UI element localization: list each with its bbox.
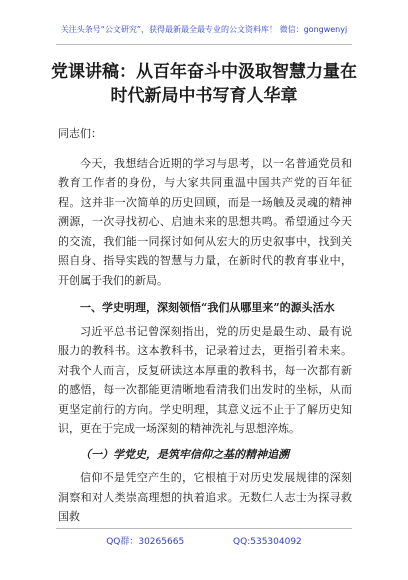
header-divider <box>56 44 352 45</box>
paragraph-intro: 今天，我想结合近期的学习与思考，以一名普通党员和教育工作者的身份，与大家共同重温中国共产党的百年征程。这并非一次简单的历史回顾，而是一场触及灵魂的精神溯源，一次寻找初心、启迪未来的思想共鸣。希望通过今天的交流，我们能一同探讨如何从宏大的历史叙事中，找到关照自身、指导实践的智慧与力量，在新时代的教育事业中，开创属于我们的新局。 <box>58 156 352 287</box>
document-body <box>58 124 352 527</box>
title-line-2: 时代新局中书写育人华章 <box>110 86 298 106</box>
title-line-1: 党课讲稿：从百年奋斗中汲取智慧力量在 <box>51 62 357 82</box>
footer-contact <box>0 534 408 547</box>
header-promo-note: 关注头条号“公文研究”，获得最新最全最专业的公文资料库！ 微信：gongwenyj <box>60 25 348 34</box>
paragraph-faith: 信仰不是凭空产生的，它根植于对历史发展规律的深刻洞察和对人类崇高理想的执着追求。无数仁人志士为探寻救国救 <box>58 471 352 523</box>
footer-qq-group: QQ群：30265665 <box>106 537 185 547</box>
paragraph-history-textbook: 习近平总书记曾深刻指出，党的历史是最生动、最有说服力的教科书。这本教科书，记录着过去，更指引着未来。对我个人而言，反复研读这本厚重的教科书，每一次都有新的感悟，每一次都能更清晰地看清我们出发时的坐标，从而更坚定前行的方向。学史明理，其意义远不止于了解历史知识，更在于完成一场深刻的精神洗礼与思想淬炼。 <box>58 324 352 435</box>
document-title <box>0 60 408 108</box>
footer-divider <box>56 528 352 529</box>
footer-qq: QQ:535304092 <box>233 537 302 547</box>
subsection-heading-1: （一）学党史，是筑牢信仰之基的精神追溯 <box>80 447 289 461</box>
greeting: 同志们： <box>58 127 102 140</box>
section-heading-1: 一、学史明理，深刻领悟“我们从哪里来”的源头活水 <box>80 301 335 314</box>
